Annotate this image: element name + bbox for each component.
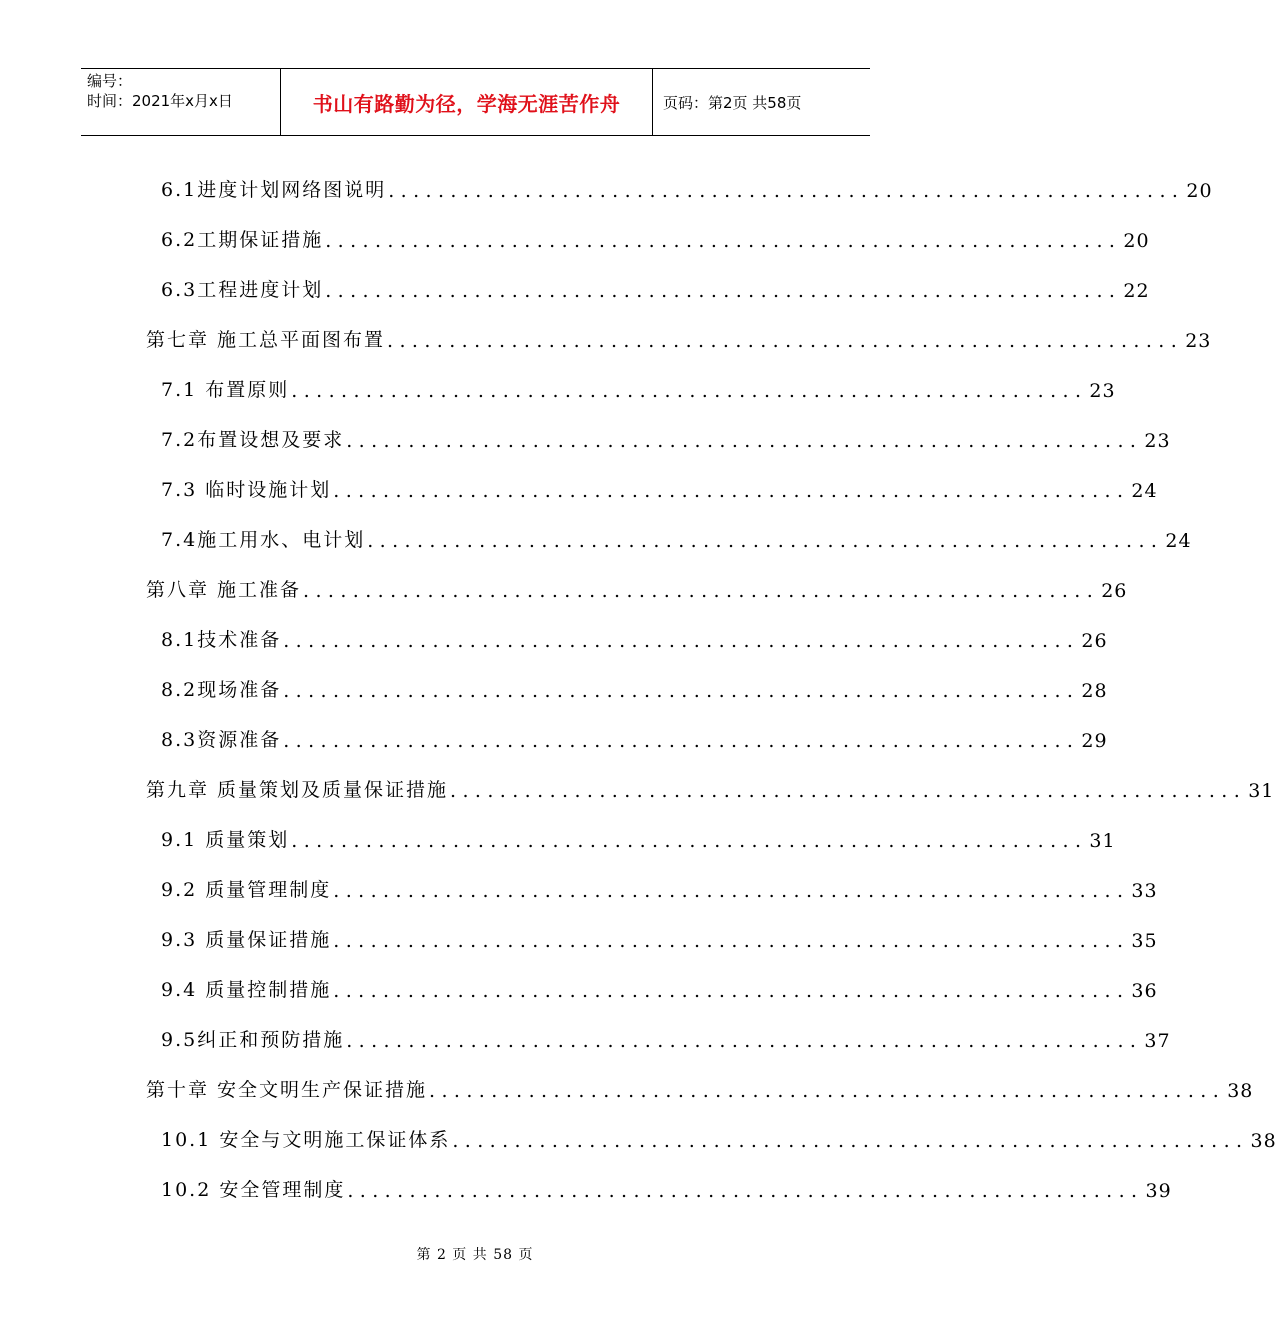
toc-entry-title: 7.3 临时设施计划 bbox=[161, 479, 332, 501]
toc-section-entry[interactable] bbox=[161, 1022, 1171, 1052]
toc-entry-title: 7.2布置设想及要求 bbox=[161, 429, 345, 451]
toc-entry-title: 第十章 安全文明生产保证措施 bbox=[146, 1079, 428, 1101]
toc-page-number: 20 bbox=[1123, 230, 1150, 252]
toc-entry-title: 10.2 安全管理制度 bbox=[161, 1179, 346, 1201]
toc-page-number: 26 bbox=[1081, 630, 1108, 652]
toc-page-number: 24 bbox=[1131, 480, 1158, 502]
toc-leader-dots: ................................................................ bbox=[387, 330, 1184, 352]
toc-entry-title: 7.1 布置原则 bbox=[161, 379, 290, 401]
toc-leader-dots: ................................................................ bbox=[283, 730, 1080, 752]
toc-entry-title: 9.3 质量保证措施 bbox=[161, 929, 332, 951]
toc-entry-title: 7.4施工用水、电计划 bbox=[161, 529, 366, 551]
document-number-label: 编号： bbox=[87, 72, 133, 90]
toc-section-entry[interactable] bbox=[161, 272, 1150, 302]
toc-page-number: 23 bbox=[1144, 430, 1171, 452]
toc-leader-dots: ................................................................ bbox=[450, 780, 1247, 802]
toc-page-number: 23 bbox=[1185, 330, 1212, 352]
toc-section-entry[interactable] bbox=[161, 872, 1158, 902]
toc-section-entry[interactable] bbox=[161, 422, 1171, 452]
toc-page-number: 23 bbox=[1089, 380, 1116, 402]
toc-page-number: 35 bbox=[1131, 930, 1158, 952]
toc-page-number: 20 bbox=[1186, 180, 1213, 202]
toc-chapter-entry[interactable] bbox=[146, 1072, 1254, 1102]
toc-page-number: 38 bbox=[1250, 1130, 1277, 1152]
toc-entry-title: 第八章 施工准备 bbox=[146, 579, 302, 601]
toc-section-entry[interactable] bbox=[161, 522, 1192, 552]
toc-page-number: 24 bbox=[1165, 530, 1192, 552]
toc-leader-dots: ................................................................ bbox=[347, 1180, 1144, 1202]
toc-chapter-entry[interactable] bbox=[146, 772, 1275, 802]
toc-section-entry[interactable] bbox=[161, 972, 1158, 1002]
toc-entry-title: 8.3资源准备 bbox=[161, 729, 282, 751]
toc-leader-dots: ................................................................ bbox=[346, 430, 1143, 452]
toc-leader-dots: ................................................................ bbox=[367, 530, 1164, 552]
page-header bbox=[81, 68, 870, 136]
toc-leader-dots: ................................................................ bbox=[283, 630, 1080, 652]
header-page-info: 页码：第2页 共58页 bbox=[663, 93, 802, 112]
toc-section-entry[interactable] bbox=[161, 1172, 1172, 1202]
toc-entry-title: 10.1 安全与文明施工保证体系 bbox=[161, 1129, 451, 1151]
toc-entry-title: 9.2 质量管理制度 bbox=[161, 879, 332, 901]
toc-leader-dots: ................................................................ bbox=[333, 980, 1130, 1002]
toc-section-entry[interactable] bbox=[161, 172, 1213, 202]
toc-page-number: 22 bbox=[1123, 280, 1150, 302]
toc-page-number: 39 bbox=[1145, 1180, 1172, 1202]
toc-leader-dots: ................................................................ bbox=[452, 1130, 1249, 1152]
toc-section-entry[interactable] bbox=[161, 622, 1108, 652]
page-footer: 第 2 页 共 58 页 bbox=[416, 1247, 534, 1263]
header-motto: 书山有路勤为径，学海无涯苦作舟 bbox=[312, 91, 621, 116]
toc-page-number: 38 bbox=[1227, 1080, 1254, 1102]
toc-leader-dots: ................................................................ bbox=[325, 230, 1122, 252]
toc-entry-title: 8.1技术准备 bbox=[161, 629, 282, 651]
toc-page-number: 37 bbox=[1144, 1030, 1171, 1052]
header-motto-cell bbox=[281, 69, 653, 135]
toc-section-entry[interactable] bbox=[161, 922, 1158, 952]
toc-page-number: 26 bbox=[1101, 580, 1128, 602]
toc-entry-title: 6.2工期保证措施 bbox=[161, 229, 324, 251]
toc-entry-title: 9.4 质量控制措施 bbox=[161, 979, 332, 1001]
toc-chapter-entry[interactable] bbox=[146, 572, 1128, 602]
toc-page-number: 31 bbox=[1248, 780, 1275, 802]
toc-page-number: 29 bbox=[1081, 730, 1108, 752]
toc-leader-dots: ................................................................ bbox=[388, 180, 1185, 202]
toc-entry-title: 第七章 施工总平面图布置 bbox=[146, 329, 386, 351]
toc-entry-title: 第九章 质量策划及质量保证措施 bbox=[146, 779, 449, 801]
toc-leader-dots: ................................................................ bbox=[333, 480, 1130, 502]
toc-section-entry[interactable] bbox=[161, 372, 1116, 402]
toc-page-number: 36 bbox=[1131, 980, 1158, 1002]
document-date: 时间：2021年x月x日 bbox=[87, 92, 233, 110]
toc-leader-dots: ................................................................ bbox=[291, 830, 1088, 852]
toc-page-number: 33 bbox=[1131, 880, 1158, 902]
header-meta bbox=[81, 69, 281, 135]
toc-leader-dots: ................................................................ bbox=[303, 580, 1100, 602]
toc-entry-title: 6.1进度计划网络图说明 bbox=[161, 179, 387, 201]
toc-page-number: 31 bbox=[1089, 830, 1116, 852]
toc-entry-title: 9.1 质量策划 bbox=[161, 829, 290, 851]
toc-section-entry[interactable] bbox=[161, 822, 1116, 852]
toc-section-entry[interactable] bbox=[161, 472, 1158, 502]
toc-section-entry[interactable] bbox=[161, 222, 1150, 252]
toc-leader-dots: ................................................................ bbox=[333, 930, 1130, 952]
toc-leader-dots: ................................................................ bbox=[429, 1080, 1226, 1102]
toc-entry-title: 6.3工程进度计划 bbox=[161, 279, 324, 301]
toc-leader-dots: ................................................................ bbox=[333, 880, 1130, 902]
toc-entry-title: 8.2现场准备 bbox=[161, 679, 282, 701]
toc-leader-dots: ................................................................ bbox=[346, 1030, 1143, 1052]
toc-entry-title: 9.5纠正和预防措施 bbox=[161, 1029, 345, 1051]
toc-leader-dots: ................................................................ bbox=[291, 380, 1088, 402]
toc-chapter-entry[interactable] bbox=[146, 322, 1212, 352]
toc-section-entry[interactable] bbox=[161, 1122, 1277, 1152]
toc-leader-dots: ................................................................ bbox=[283, 680, 1080, 702]
toc-section-entry[interactable] bbox=[161, 672, 1108, 702]
toc-leader-dots: ................................................................ bbox=[325, 280, 1122, 302]
toc-page-number: 28 bbox=[1081, 680, 1108, 702]
toc-section-entry[interactable] bbox=[161, 722, 1108, 752]
